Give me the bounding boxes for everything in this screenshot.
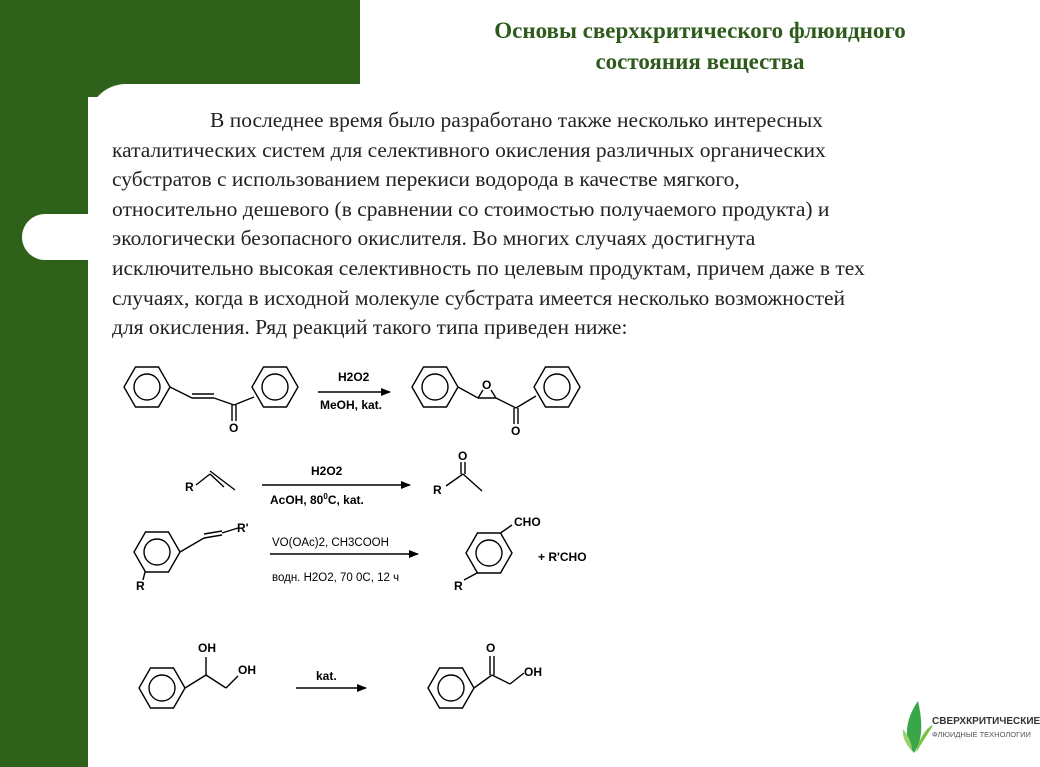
paragraph-line-2: каталитических систем для селективного окисления различных органических	[112, 137, 826, 162]
r4-reactant-structure	[139, 657, 238, 708]
r3-reagent-top: VO(OAc)2, CH3COOH	[272, 537, 389, 549]
company-logo	[900, 695, 1040, 755]
r3-plus-rcho: + R'CHO	[538, 550, 587, 564]
r2-product-structure	[446, 462, 482, 491]
paragraph-line-4: относительно дешевого (в сравнении со стоимостью получаемого продукта) и	[112, 196, 830, 221]
r4-product-o-label: O	[486, 641, 496, 655]
r4-reagent: kat.	[316, 669, 337, 683]
r3-substrate-r2-label: R'	[237, 521, 249, 535]
r1-reagent-top: H2O2	[338, 370, 370, 384]
r3-reagent-bottom: водн. H2O2, 70 0C, 12 ч	[272, 572, 400, 584]
r1-product-o-label: O	[511, 424, 521, 438]
r3-product-cho-label: CHO	[514, 515, 541, 529]
r2-substrate-r-label: R	[185, 480, 194, 494]
r4-product-structure	[428, 656, 524, 708]
r3-reactant-structure	[134, 528, 238, 580]
r1-reagent-bottom: MeOH, kat.	[320, 398, 383, 412]
r1-reactant-o-label: O	[229, 421, 239, 435]
r4-product-oh-label: OH	[524, 665, 542, 679]
leaf-icon	[900, 695, 934, 755]
paragraph-line-3: субстратов с использованием перекиси водорода в качестве мягкого,	[112, 167, 740, 192]
r2-reactant-structure	[196, 471, 235, 490]
logo-line-1: СВЕРХКРИТИЧЕСКИЕ	[932, 716, 1040, 727]
r3-product-r-label: R	[454, 579, 463, 593]
r1-epoxide-o-label: O	[482, 378, 492, 392]
paragraph-line-5: экологически безопасного окислителя. Во многих случаях достигнута	[112, 226, 756, 251]
slide-title-line-1: Основы сверхкритического флюидного	[494, 18, 906, 43]
paragraph-line-1: В последнее время было разработано также несколько интересных	[210, 108, 823, 132]
r2-reagent-bottom: AcOH, $80^0C$, kat.	[270, 492, 364, 507]
r2-product-o-label: O	[458, 449, 468, 463]
r2-product-r-label: R	[433, 483, 442, 497]
slide-title-line-2: состояния вещества	[595, 49, 805, 74]
r4-substrate-oh2-label: OH	[238, 663, 256, 677]
logo-line-2: ФЛЮИДНЫЕ ТЕХНОЛОГИИ	[932, 730, 1031, 739]
paragraph-line-7: случаях, когда в исходной молекуле субстрата имеется несколько возможностей	[112, 285, 846, 310]
r2-reagent-top: H2O2	[311, 464, 343, 478]
r3-substrate-r-label: R	[136, 579, 145, 593]
paragraph-line-8: для окисления. Ряд реакций такого типа приведен ниже:	[112, 315, 628, 340]
r1-product-structure	[412, 367, 580, 424]
paragraph-line-6: исключительно высокая селективность по целевым продуктам, причем даже в тех	[112, 255, 865, 280]
r4-substrate-oh1-label: OH	[198, 641, 216, 655]
r3-product-structure	[464, 525, 512, 580]
r1-reactant-structure	[124, 367, 298, 421]
